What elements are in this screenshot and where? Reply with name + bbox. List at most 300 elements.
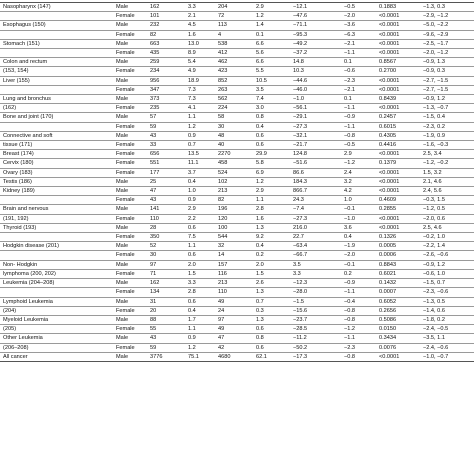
value-cell: 157 [218,261,228,268]
value-cell: −0.9 [344,114,356,121]
value-cell: 24.3 [293,197,304,204]
value-cell: 0.2 [344,270,352,277]
value-cell: −2.3, −0.6 [423,289,449,296]
sex-cell: Female [116,151,135,158]
sex-cell: Female [116,50,135,57]
value-cell: 866.7 [293,188,307,195]
sex-cell: Male [116,261,129,268]
value-cell: −28.5 [293,326,308,333]
value-cell: 2.8 [256,206,264,213]
value-cell: 2.6 [256,280,264,287]
sex-cell: Male [116,353,129,360]
value-cell: 0.7 [256,298,264,305]
site-cell [0,49,113,58]
value-cell: 0.1 [256,31,264,38]
value-cell: 0.6 [188,298,196,305]
value-cell: 110 [150,215,159,222]
table-row [0,352,474,361]
value-cell: 412 [218,50,228,57]
value-cell: −2.7, −1.5 [423,77,449,84]
value-cell: 7.3 [188,96,196,103]
table-row [0,214,474,223]
value-cell: 7.3 [188,86,196,93]
value-cell: 10.3 [293,68,304,75]
value-cell: −0.1 [344,261,356,268]
sex-cell: Female [116,123,135,130]
value-cell: 58 [218,114,225,121]
value-cell: 1.4 [256,22,264,29]
value-cell: 4.5 [188,22,196,29]
table-row [0,343,474,352]
site-cell: All cancer [3,353,28,360]
site-cell: (204) [3,307,17,314]
value-cell: 43 [150,132,157,139]
value-cell: 0.4305 [379,132,397,139]
sex-cell: Female [116,307,135,314]
value-cell: 22.7 [293,234,304,241]
value-cell: 8.9 [188,50,196,57]
table-row [0,141,474,150]
value-cell: −12.3 [293,280,308,287]
value-cell: 852 [218,77,228,84]
value-cell: 0.6 [256,326,264,333]
value-cell: 3.3 [188,280,196,287]
sex-cell: Female [116,270,135,277]
value-cell: −2.1 [344,86,356,93]
site-cell: Colon and rectum [3,59,48,66]
value-cell: 10.5 [256,77,267,84]
value-cell: 13.5 [188,151,199,158]
site-cell: (205) [3,326,17,333]
value-cell: 71 [150,270,157,277]
value-cell: 0.1 [344,59,352,66]
site-cell: Ovary (183) [3,169,33,176]
value-cell: −0.4 [344,298,356,305]
value-cell: 13.0 [188,40,199,47]
value-cell: −2.7, −1.5 [423,86,449,93]
value-cell: 373 [150,96,160,103]
value-cell: 0.3 [256,307,264,314]
value-cell: 55 [150,326,157,333]
table-row [0,315,474,324]
sex-cell: Female [116,169,135,176]
value-cell: 18.9 [188,77,199,84]
value-cell: 0.0006 [379,252,397,259]
site-cell: Brain and nervous [3,206,49,213]
value-cell: 204 [218,4,228,10]
value-cell: 0.8 [256,335,264,342]
table-row [0,76,474,85]
value-cell: 224 [218,105,228,112]
value-cell: −29.1 [293,114,308,121]
site-cell: (191, 192) [3,215,29,222]
value-cell: 423 [218,68,228,75]
value-cell: 2270 [218,151,231,158]
value-cell: 2.9 [188,206,196,213]
value-cell: −1.0 [293,96,305,103]
value-cell: 0.6 [256,142,264,149]
value-cell: 72 [218,13,225,20]
sex-cell: Female [116,197,135,204]
value-cell: 0.4 [256,243,264,250]
value-cell: 2.9 [344,151,352,158]
value-cell: 113 [218,22,227,29]
value-cell: −0.5 [344,4,356,10]
site-cell [0,233,113,242]
value-cell: −17.3 [293,353,308,360]
value-cell: 2.0 [188,261,196,268]
value-cell: 141 [150,206,160,213]
value-cell: 562 [218,96,228,103]
value-cell: 544 [218,234,228,241]
value-cell: −1.3, 0.3 [423,4,445,10]
value-cell: 0.8843 [379,261,397,268]
sex-cell: Female [116,31,135,38]
value-cell: 2.8 [188,289,196,296]
value-cell: <0.0001 [379,188,400,195]
sex-cell: Male [116,22,129,29]
site-cell: Leukemia (204–208) [3,280,55,287]
value-cell: 31 [150,298,157,305]
value-cell: 14.8 [293,59,304,66]
table-container [0,2,474,362]
table-row [0,159,474,168]
value-cell: 0.1 [344,96,352,103]
value-cell: 2.0 [256,261,264,268]
value-cell: 3.6 [344,224,352,231]
value-cell: 0.9 [188,132,196,139]
value-cell: 263 [218,86,228,93]
value-cell: <0.0001 [379,13,400,20]
table-row [0,177,474,186]
site-cell [0,122,113,131]
value-cell: <0.0001 [379,353,400,360]
value-cell: <0.0001 [379,77,400,84]
value-cell: 0.5086 [379,316,397,323]
value-cell: 0.1326 [379,234,397,241]
value-cell: 33 [150,142,157,149]
value-cell: 3.5 [256,86,264,93]
value-cell: 235 [150,105,160,112]
cancer-incidence-table [0,2,474,362]
value-cell: 5.5 [256,68,264,75]
site-cell [0,30,113,39]
value-cell: −2.0 [344,252,356,259]
table-row [0,306,474,315]
sex-cell: Female [116,68,135,75]
table-row [0,260,474,269]
value-cell: 49 [218,326,225,333]
value-cell: −2.1 [344,40,356,47]
value-cell: 1.7 [188,316,196,323]
value-cell: 177 [150,169,160,176]
value-cell: 5.8 [256,160,264,167]
value-cell: −27.3 [293,215,308,222]
value-cell: 3.2 [344,178,352,185]
value-cell: 0.2457 [379,114,397,121]
table-row [0,3,474,12]
site-cell: Non- Hodgkin [3,261,38,268]
sex-cell: Female [116,289,135,296]
value-cell: 43 [150,197,157,204]
value-cell: 2.9 [256,4,264,10]
site-cell: Breast (174) [3,151,34,158]
table-row [0,297,474,306]
value-cell: −0.9, 0.3 [423,68,445,75]
value-cell: −6.3 [344,31,356,38]
value-cell: 110 [218,289,227,296]
value-cell: 0.1432 [379,280,397,287]
table-row [0,288,474,297]
value-cell: −27.3 [293,123,308,130]
value-cell: −44.6 [293,77,308,84]
value-cell: 4 [218,31,222,38]
value-cell: 0.4 [344,234,352,241]
table-row [0,85,474,94]
value-cell: 11.1 [188,160,199,167]
value-cell: 1.2 [188,344,196,351]
table-row [0,39,474,48]
value-cell: 0.7 [188,142,196,149]
site-cell: Hodgkin disease (201) [3,243,59,250]
site-cell: Lymphoid Leukemia [3,298,53,305]
sex-cell: Female [116,142,135,149]
value-cell: −2.3 [344,344,356,351]
sex-cell: Female [116,105,135,112]
value-cell: 6.6 [256,59,264,66]
value-cell: 213 [218,280,228,287]
sex-cell: Male [116,178,129,185]
value-cell: 6.6 [256,40,264,47]
value-cell: 216.0 [293,224,307,231]
value-cell: <0.0001 [379,86,400,93]
value-cell: <0.0001 [379,178,400,185]
value-cell: 259 [150,59,160,66]
value-cell: −2.6, −0.6 [423,252,449,259]
site-cell [0,196,113,205]
table-row [0,131,474,140]
value-cell: 0.0076 [379,344,397,351]
value-cell: 49 [218,298,225,305]
table-row [0,251,474,260]
value-cell: −1.9, 0.9 [423,132,445,139]
value-cell: 0.8 [256,114,264,121]
value-cell: −2.4, −0.6 [423,344,449,351]
table-row [0,334,474,343]
site-cell: lymphoma (200, 202) [3,270,56,277]
value-cell: 2.9 [256,188,264,195]
value-cell: 162 [150,280,160,287]
value-cell: 0.6 [256,344,264,351]
value-cell: 101 [150,13,160,20]
sex-cell: Female [116,252,135,259]
table-row [0,21,474,30]
value-cell: 350 [150,234,160,241]
value-cell: 0.1379 [379,160,397,167]
value-cell: 0.6 [256,132,264,139]
value-cell: 3.3 [188,4,196,10]
value-cell: −11.2 [293,335,307,342]
value-cell: 196 [218,206,228,213]
site-cell: Nasopharynx (147) [3,4,51,10]
value-cell: 956 [150,77,160,84]
value-cell: −1.0 [344,215,356,222]
value-cell: 1.1 [256,197,264,204]
sex-cell: Female [116,344,135,351]
value-cell: 62.1 [256,353,267,360]
value-cell: 0.8439 [379,96,397,103]
value-cell: −0.8 [344,132,356,139]
value-cell: 2.2 [188,215,196,222]
value-cell: 7.4 [256,96,264,103]
sex-cell: Female [116,234,135,241]
value-cell: 0.4416 [379,142,397,149]
value-cell: 347 [150,86,160,93]
value-cell: 57 [150,114,157,121]
table-row [0,196,474,205]
value-cell: −9.6, −2.9 [423,31,449,38]
value-cell: 462 [218,59,228,66]
value-cell: −0.1 [344,206,356,213]
value-cell: 30 [218,123,225,130]
site-cell [0,85,113,94]
value-cell: 1.0 [188,188,196,195]
value-cell: −7.4 [293,206,305,213]
table-row [0,67,474,76]
value-cell: 0.8567 [379,59,397,66]
value-cell: 4.9 [188,68,196,75]
value-cell: −1.1 [344,289,356,296]
value-cell: 1.2 [188,123,196,130]
value-cell: 0.9 [188,335,196,342]
site-cell: Myeloid Leukemia [3,316,49,323]
sex-cell: Female [116,13,135,20]
site-cell: Other Leukemia [3,335,43,342]
sex-cell: Male [116,114,129,121]
value-cell: 97 [150,261,157,268]
site-cell: Kidney (189) [3,188,35,195]
value-cell: −1.1 [344,335,356,342]
value-cell: 656 [150,151,160,158]
value-cell: 3.5 [293,261,301,268]
value-cell: 0.6015 [379,123,397,130]
value-cell: −2.0, −1.2 [423,50,449,57]
value-cell: −0.6 [344,68,356,75]
value-cell: −0.9, 1.2 [423,96,445,103]
value-cell: 213 [218,188,228,195]
value-cell: −37.2 [293,50,308,57]
value-cell: −0.2, 1.0 [423,234,445,241]
table-row [0,269,474,278]
value-cell: 2.5, 3.4 [423,151,442,158]
value-cell: <0.0001 [379,22,400,29]
table-row [0,205,474,214]
site-cell: (206–208) [3,344,29,351]
value-cell: −2.3, 0.2 [423,123,445,130]
value-cell: 20 [150,307,157,314]
site-cell: Stomach (151) [3,40,40,47]
value-cell: <0.0001 [379,31,400,38]
value-cell: −50.2 [293,344,308,351]
value-cell: 97 [218,316,225,323]
value-cell: −0.5 [344,142,356,149]
table-row [0,233,474,242]
value-cell: 1.1 [188,114,196,121]
value-cell: 30 [150,252,157,259]
value-cell: 1.6 [188,31,196,38]
value-cell: 3.3 [293,270,301,277]
sex-cell: Male [116,96,129,103]
value-cell: 0.6021 [379,270,397,277]
value-cell: −47.6 [293,13,308,20]
value-cell: 0.2656 [379,307,397,314]
value-cell: <0.0001 [379,40,400,47]
value-cell: −1.2 [344,160,356,167]
value-cell: 0.4 [256,123,264,130]
value-cell: −0.8 [344,316,356,323]
sex-cell: Male [116,132,129,139]
site-cell: tissue (171) [3,142,33,149]
value-cell: 4.2 [344,188,352,195]
value-cell: 82 [150,31,157,38]
value-cell: 2.4, 5.6 [423,188,442,195]
value-cell: 47 [218,335,225,342]
value-cell: −66.7 [293,252,308,259]
value-cell: 43 [150,335,157,342]
table-row [0,95,474,104]
value-cell: 234 [150,68,160,75]
value-cell: 0.1883 [379,4,397,10]
site-cell: Liver (155) [3,77,30,84]
value-cell: 1.2 [256,178,264,185]
value-cell: 47 [150,188,157,195]
value-cell: −2.2, 1.4 [423,243,445,250]
value-cell: −1.1 [344,50,356,57]
value-cell: −46.0 [293,86,308,93]
value-cell: 59 [150,123,157,130]
value-cell: −1.9 [344,243,356,250]
value-cell: <0.0001 [379,105,400,112]
value-cell: 75.1 [188,353,199,360]
value-cell: 59 [150,344,157,351]
value-cell: 663 [150,40,160,47]
table-row [0,58,474,67]
value-cell: 40 [218,142,225,149]
value-cell: 0.2855 [379,206,397,213]
value-cell: −28.0 [293,289,308,296]
value-cell: 116 [218,270,227,277]
value-cell: 3.7 [188,169,196,176]
value-cell: −0.8 [344,353,356,360]
value-cell: −2.0 [344,13,356,20]
value-cell: 0.2700 [379,68,397,75]
sex-cell: Male [116,280,129,287]
table-row [0,168,474,177]
value-cell: <0.0001 [379,169,400,176]
sex-cell: Male [116,59,129,66]
value-cell: −21.7 [293,142,308,149]
table-row [0,187,474,196]
value-cell: 86.6 [293,169,304,176]
value-cell: −0.9 [344,280,356,287]
value-cell: 7.5 [188,234,196,241]
value-cell: 134 [150,289,160,296]
value-cell: 48 [218,132,225,139]
sex-cell: Female [116,86,135,93]
sex-cell: Male [116,206,129,213]
value-cell: 232 [150,22,160,29]
value-cell: 9.2 [256,234,264,241]
